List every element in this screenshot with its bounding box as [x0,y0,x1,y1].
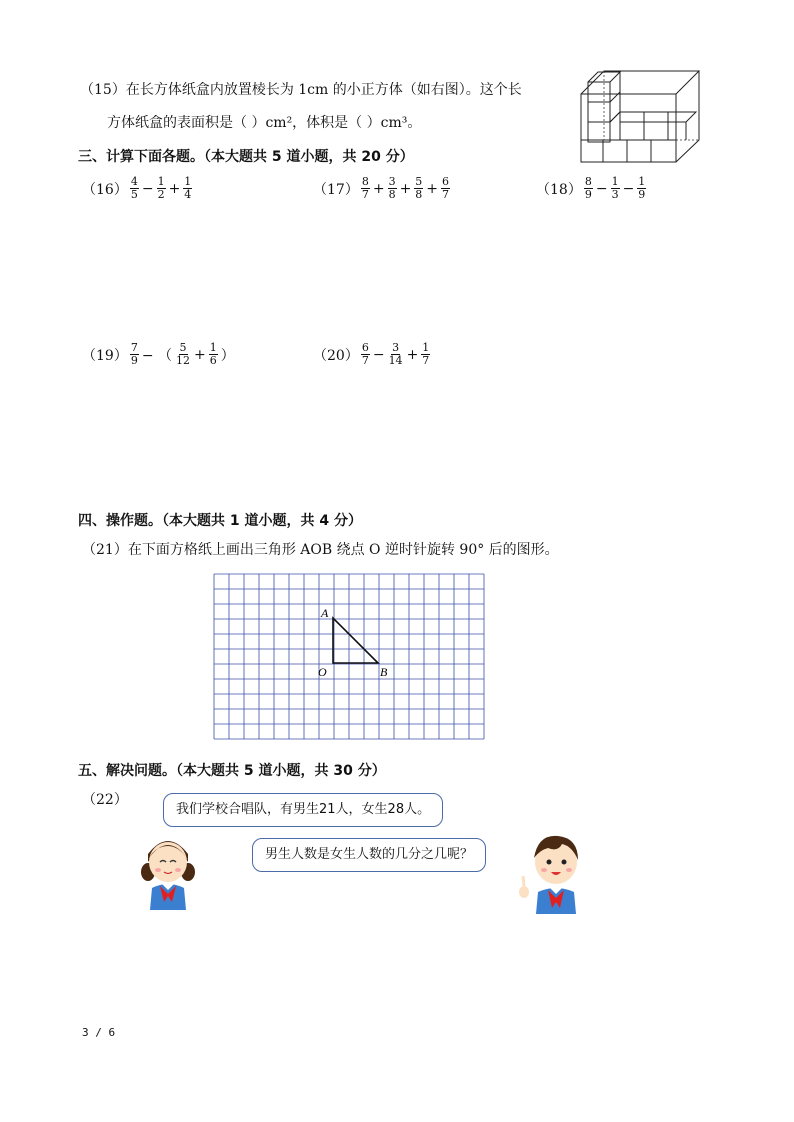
q19-label: （19） [82,347,128,364]
numerator: 1 [611,175,619,188]
fraction [130,342,139,367]
numerator: 1 [157,175,165,188]
girl-illustration [138,832,198,910]
numerator: 5 [415,175,423,188]
denominator: 7 [361,354,369,367]
numerator: 1 [184,175,192,188]
numerator: 8 [361,175,369,188]
cube [588,82,610,102]
q15-line2: 方体纸盒的表面积是（ ）cm²，体积是（ ）cm³。 [107,115,422,131]
denominator: 12 [176,354,191,367]
q18-expression [536,176,648,201]
fraction [414,176,423,201]
cube [651,140,676,162]
cube-top [610,112,696,122]
numerator: 6 [442,175,450,188]
operator: − [595,180,608,197]
fraction [441,176,450,201]
operator: + [426,180,439,197]
denominator: 4 [184,188,192,201]
numerator: 5 [179,341,187,354]
operator: + [372,180,385,197]
page-number: 3 / 6 [82,1026,116,1039]
fraction [388,342,404,367]
grid-paper[interactable] [213,573,485,743]
operator: + [168,180,181,197]
operator: + [406,346,419,363]
denominator: 8 [388,188,396,201]
box-front-face [581,94,676,162]
fraction [637,176,646,201]
denominator: 3 [611,188,619,201]
operator: − [622,180,635,197]
cuboid-figure [578,66,703,166]
cube [620,122,644,140]
numerator: 4 [130,175,138,188]
q17-label: （17） [313,181,359,198]
boy-illustration [518,832,590,914]
q19-expression [82,342,236,367]
q16-label: （16） [82,181,128,198]
speech-bubble-girl: 我们学校合唱队，有男生21人，女生28人。 [163,793,443,827]
operator: ） [220,347,235,364]
fraction [611,176,620,201]
numerator: 7 [130,341,138,354]
q17-expression [313,176,452,201]
fraction [175,342,191,367]
q20-label: （20） [313,347,359,364]
label-o: O [318,665,327,679]
numerator: 1 [422,341,430,354]
denominator: 14 [388,354,403,367]
fraction [361,176,370,201]
numerator: 1 [209,341,217,354]
speech-bubble-boy: 男生人数是女生人数的几分之几呢？ [252,838,486,872]
cube [588,122,610,142]
q22-label: （22） [82,792,128,808]
fraction [421,342,430,367]
grid-lines [214,574,484,739]
q16-expression [82,176,194,201]
denominator: 9 [130,354,138,367]
fraction [584,176,593,201]
q21-text: （21）在下面方格纸上画出三角形 AOB 绕点 O 逆时针旋转 90° 后的图形。 [82,542,559,558]
cube [644,122,668,140]
denominator: 5 [130,188,138,201]
q18-label: （18） [536,181,582,198]
denominator: 9 [584,188,592,201]
denominator: 7 [361,188,369,201]
fraction [388,176,397,201]
label-a: A [321,606,329,620]
operator: − [372,346,385,363]
cube [581,140,603,162]
denominator: 9 [638,188,646,201]
fraction [130,176,139,201]
operator: − （ [141,347,173,364]
fraction [209,342,218,367]
operator: + [194,346,206,363]
box-right-face [676,71,699,162]
denominator: 2 [157,188,165,201]
q20-expression [313,342,432,367]
section-5-title: 五、解决问题。（本大题共 5 道小题，共 30 分） [78,763,386,779]
denominator: 8 [415,188,423,201]
fraction [361,342,370,367]
fraction [183,176,192,201]
denominator: 7 [422,354,430,367]
section-3-title: 三、计算下面各题。（本大题共 5 道小题，共 20 分） [78,149,414,165]
section-4-title: 四、操作题。（本大题共 1 道小题，共 4 分） [78,513,362,529]
numerator: 1 [638,175,646,188]
numerator: 3 [392,341,400,354]
operator: + [399,180,412,197]
fraction [157,176,166,201]
label-b: B [380,665,388,679]
triangle-aob [333,618,378,663]
numerator: 3 [388,175,396,188]
numerator: 6 [361,341,369,354]
cube [588,102,610,122]
q15-line1: （15）在长方体纸盒内放置棱长为 1cm 的小正方体（如右图）。这个长 [80,82,522,98]
cube [603,140,627,162]
denominator: 6 [209,354,217,367]
numerator: 8 [584,175,592,188]
denominator: 7 [442,188,450,201]
operator: − [141,180,154,197]
cube [627,140,651,162]
